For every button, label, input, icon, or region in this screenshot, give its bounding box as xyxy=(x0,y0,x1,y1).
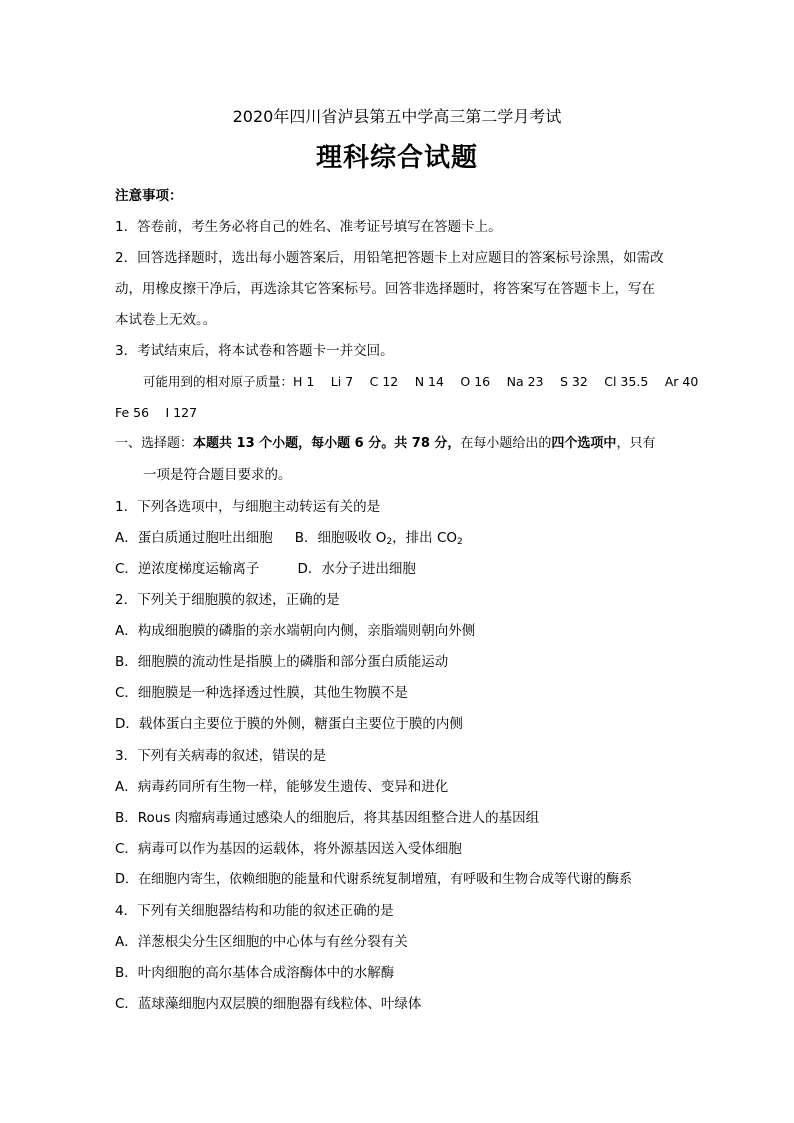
q2-option-d: D．载体蛋白主要位于膜的外侧，糖蛋白主要位于膜的内侧 xyxy=(115,716,463,732)
q2-option-c: C．细胞膜是一种选择透过性膜，其他生物膜不是 xyxy=(115,685,408,701)
q1-stem: 1．下列各选项中，与细胞主动转运有关的是 xyxy=(115,499,381,515)
q1-options-ab xyxy=(115,528,463,548)
atomic-mass-line-1: 可能用到的相对原子质量：H 1 Li 7 C 12 N 14 O 16 Na 23 S 32 Cl 35.5 Ar 40 xyxy=(143,374,699,389)
section-1-prefix: 一、选择题： xyxy=(115,436,194,451)
q3-option-c: C．病毒可以作为基因的运载体，将外源基因送入受体细胞 xyxy=(115,841,462,857)
q2-option-a: A．构成细胞膜的磷脂的亲水端朝向内侧，亲脂端则朝向外侧 xyxy=(115,623,476,639)
q4-option-c: C．蓝球藻细胞内双层膜的细胞器有线粒体、叶绿体 xyxy=(115,996,422,1012)
subject-title: 理科综合试题 xyxy=(315,143,478,173)
notice-heading: 注意事项： xyxy=(115,188,183,204)
atomic-mass-line-2: Fe 56 I 127 xyxy=(115,405,198,420)
q3-option-a: A．病毒药同所有生物一样，能够发生遗传、变异和进化 xyxy=(115,779,449,795)
q1-option-b xyxy=(295,530,463,546)
section-1-instruction xyxy=(115,434,655,454)
section-1-bold-1: 本题共 13 个小题，每小题 6 分。共 78 分， xyxy=(193,436,461,451)
section-1-bold-2: 四个选项中 xyxy=(551,436,617,451)
q1-option-b-sub-2: 2 xyxy=(457,537,463,547)
q1-option-b-sub-1: 2 xyxy=(386,537,393,547)
exam-title: 2020年四川省泸县第五中学高三第二学月考试 xyxy=(232,107,562,126)
q4-option-b: B．叶肉细胞的高尔基体合成溶酶体中的水解酶 xyxy=(115,965,395,981)
notice-item-2-line-3: 本试卷上无效。。 xyxy=(115,312,217,328)
q3-option-b: B．Rous 肉瘤病毒通过感染人的细胞后，将其基因组整合进人的基因组 xyxy=(115,810,540,826)
notice-item-2-line-2: 动，用橡皮擦干净后，再选涂其它答案标号。回答非选择题时，将答案写在答题卡上，写在 xyxy=(115,281,655,297)
q4-option-a: A．洋葱根尖分生区细胞的中心体与有丝分裂有关 xyxy=(115,934,408,950)
q2-option-b: B．细胞膜的流动性是指膜上的磷脂和部分蛋白质能运动 xyxy=(115,654,449,670)
q3-stem: 3．下列有关病毒的叙述，错误的是 xyxy=(115,748,327,764)
section-1-normal: 在每小题给出的 xyxy=(460,436,552,451)
notice-item-2-line-1: 2．回答选择题时，选出每小题答案后，用铅笔把答题卡上对应题目的答案标号涂黑，如需改 xyxy=(115,250,664,266)
q1-option-a: A．蛋白质通过胞吐出细胞 xyxy=(115,530,273,546)
notice-item-1: 1．答卷前，考生务必将自己的姓名、准考证号填写在答题卡上。 xyxy=(115,219,502,235)
notice-item-3: 3．考试结束后，将本试卷和答题卡一并交回。 xyxy=(115,343,394,359)
section-1-tail: ，只有 xyxy=(616,436,656,451)
q1-option-c: C．逆浓度梯度运输离子 xyxy=(115,561,260,577)
q1-options-cd xyxy=(115,559,416,579)
section-1-instruction-line-2: 一项是符合题目要求的。 xyxy=(143,467,292,483)
q4-stem: 4．下列有关细胞器结构和功能的叙述正确的是 xyxy=(115,903,394,919)
q3-option-d: D．在细胞内寄生，依赖细胞的能量和代谢系统复制增殖，有呼吸和生物合成等代谢的酶系 xyxy=(115,872,633,887)
q1-option-b-mid: ，排出 CO xyxy=(392,530,458,546)
q1-option-d: D．水分子进出细胞 xyxy=(297,561,416,577)
q1-option-b-pre: B．细胞吸收 O xyxy=(294,530,387,546)
q2-stem: 2．下列关于细胞膜的叙述，正确的是 xyxy=(115,592,340,608)
